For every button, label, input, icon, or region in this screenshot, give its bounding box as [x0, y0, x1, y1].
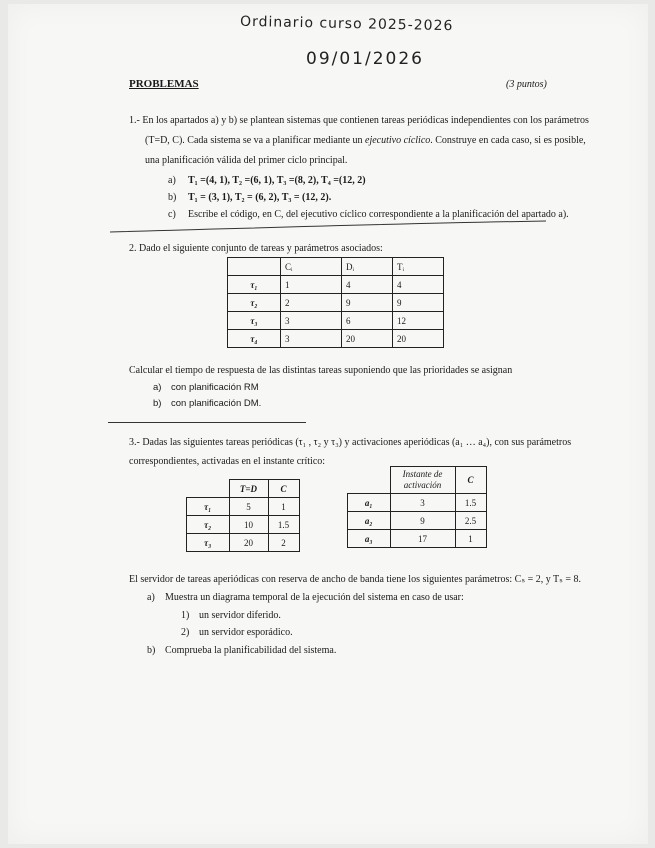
- table-header-row: [228, 258, 444, 276]
- table-header-cell: [187, 480, 230, 498]
- problem-1-b-label: b): [168, 192, 177, 203]
- table-cell: 9: [390, 512, 455, 530]
- table-row: [187, 534, 300, 552]
- table-header-cell: Instante de activación: [390, 467, 455, 494]
- problem-3-a2-label: 2): [181, 627, 190, 638]
- table-header-cell: Tᵢ: [393, 258, 444, 276]
- problem-1-c-text: Escribe el código, en C, del ejecutivo cíclico correspondiente a la planificación del apartado a).: [188, 209, 569, 220]
- table-cell: τ₂: [228, 294, 281, 312]
- problem-3-a-label: a): [147, 592, 155, 603]
- problem-3-b-text: Comprueba la planificabilidad del sistema.: [165, 645, 337, 656]
- handwritten-date: 09/01/2026: [306, 49, 424, 69]
- table-row: [348, 530, 487, 548]
- table-cell: 3: [390, 494, 455, 512]
- table-cell: τ₁: [187, 498, 230, 516]
- cyclic-executive-term: ejecutivo cíclico: [365, 135, 431, 146]
- table-cell: 1.5: [268, 516, 299, 534]
- problem-3-a1-text: un servidor diferido.: [199, 610, 281, 621]
- table-row: [187, 498, 300, 516]
- table-cell: 2.5: [455, 512, 486, 530]
- table-cell: τ₂: [187, 516, 230, 534]
- points-label: (3 puntos): [506, 79, 547, 90]
- table-header-cell: T=D: [229, 480, 268, 498]
- table-cell: τ₃: [228, 312, 281, 330]
- table-row: [348, 512, 487, 530]
- periodic-tasks-table: [186, 479, 300, 552]
- problem-3-a-text: Muestra un diagrama temporal de la ejecución del sistema en caso de usar:: [165, 592, 464, 603]
- table-header-row: [348, 467, 487, 494]
- problem-3-a2-text: un servidor esporádico.: [199, 627, 293, 638]
- exam-page: [8, 4, 648, 844]
- problem-2-b-text: con planificación DM.: [171, 398, 262, 409]
- table-cell: 2: [268, 534, 299, 552]
- problem-3-line-1: 3.- Dadas las siguientes tareas periódicas (τ₁ , τ₂ y τ₃) y activaciones aperiódicas (a₁ … a₄), con sus parámetros: [129, 437, 572, 448]
- table-cell: 20: [229, 534, 268, 552]
- table-cell: 20: [342, 330, 393, 348]
- problem-3-a1-label: 1): [181, 610, 190, 621]
- table-header-cell: Cᵢ: [281, 258, 342, 276]
- problem-3-line-2: correspondientes, activadas en el instante crítico:: [129, 456, 326, 467]
- table-cell: τ₃: [187, 534, 230, 552]
- separator-line-2: [108, 422, 306, 423]
- table-cell: 1: [455, 530, 486, 548]
- table-row: [228, 330, 444, 348]
- table-header-cell: C: [268, 480, 299, 498]
- problem-1-line-1: 1.- En los apartados a) y b) se plantean sistemas que contienen tareas periódicas independientes con los parámetros: [129, 115, 589, 126]
- problem-1-line-2-text: (T=D, C). Cada sistema se va a planificar mediante un: [145, 135, 366, 146]
- table-cell: 1: [281, 276, 342, 294]
- table-cell: 3: [281, 312, 342, 330]
- problem-2-question: Calcular el tiempo de respuesta de las distintas tareas suponiendo que las prioridades se asignan: [129, 365, 513, 376]
- problem-2-intro: 2. Dado el siguiente conjunto de tareas y parámetros asociados:: [129, 243, 383, 254]
- table-header-row: [187, 480, 300, 498]
- problem-2-a-label: a): [153, 382, 162, 393]
- table-row: [348, 494, 487, 512]
- table-cell: a₂: [348, 512, 391, 530]
- table-cell: τ₄: [228, 330, 281, 348]
- table-cell: 3: [281, 330, 342, 348]
- table-cell: 10: [229, 516, 268, 534]
- table-header-cell: Dᵢ: [342, 258, 393, 276]
- problem-1-line-2: [145, 134, 586, 147]
- table-cell: 9: [342, 294, 393, 312]
- table-cell: τ₁: [228, 276, 281, 294]
- table-row: [228, 294, 444, 312]
- section-title: PROBLEMAS: [129, 78, 199, 90]
- table-cell: 4: [342, 276, 393, 294]
- problem-3-b-label: b): [147, 645, 156, 656]
- table-cell: a₁: [348, 494, 391, 512]
- table-header-cell: [228, 258, 281, 276]
- problem-1-a-label: a): [168, 175, 176, 186]
- separator-curve-1: [108, 220, 548, 234]
- table-header-cell: [348, 467, 391, 494]
- table-row: [228, 276, 444, 294]
- aperiodic-activations-table: [347, 466, 487, 548]
- table-cell: 12: [393, 312, 444, 330]
- table-row: [228, 312, 444, 330]
- handwritten-course-line: Ordinario curso 2025-2026: [239, 13, 454, 35]
- problem-1-b-text: T₁ = (3, 1), T₂ = (6, 2), T₃ = (12, 2).: [188, 192, 332, 203]
- table-cell: 1.5: [455, 494, 486, 512]
- problem-1-a-text: T₁ =(4, 1), T₂ =(6, 1), T₃ =(8, 2), T₄ =(12, 2): [188, 175, 366, 186]
- table-cell: a₃: [348, 530, 391, 548]
- table-row: [187, 516, 300, 534]
- table-header-cell: C: [455, 467, 486, 494]
- task-parameters-table: [227, 257, 444, 348]
- problem-1-c-label: c): [168, 209, 176, 220]
- table-cell: 20: [393, 330, 444, 348]
- problem-2-b-label: b): [153, 398, 162, 409]
- table-cell: 4: [393, 276, 444, 294]
- problem-1-line-3: una planificación válida del primer ciclo principal.: [145, 155, 348, 166]
- table-cell: 9: [393, 294, 444, 312]
- problem-1-line-2-end: . Construye en cada caso, si es posible,: [430, 135, 586, 146]
- problem-2-a-text: con planificación RM: [171, 382, 259, 393]
- table-cell: 2: [281, 294, 342, 312]
- table-cell: 6: [342, 312, 393, 330]
- table-cell: 17: [390, 530, 455, 548]
- table-cell: 1: [268, 498, 299, 516]
- server-parameters: El servidor de tareas aperiódicas con reserva de ancho de banda tiene los siguientes parámetros: Cₛ = 2, y Tₛ = 8.: [129, 574, 582, 585]
- table-cell: 5: [229, 498, 268, 516]
